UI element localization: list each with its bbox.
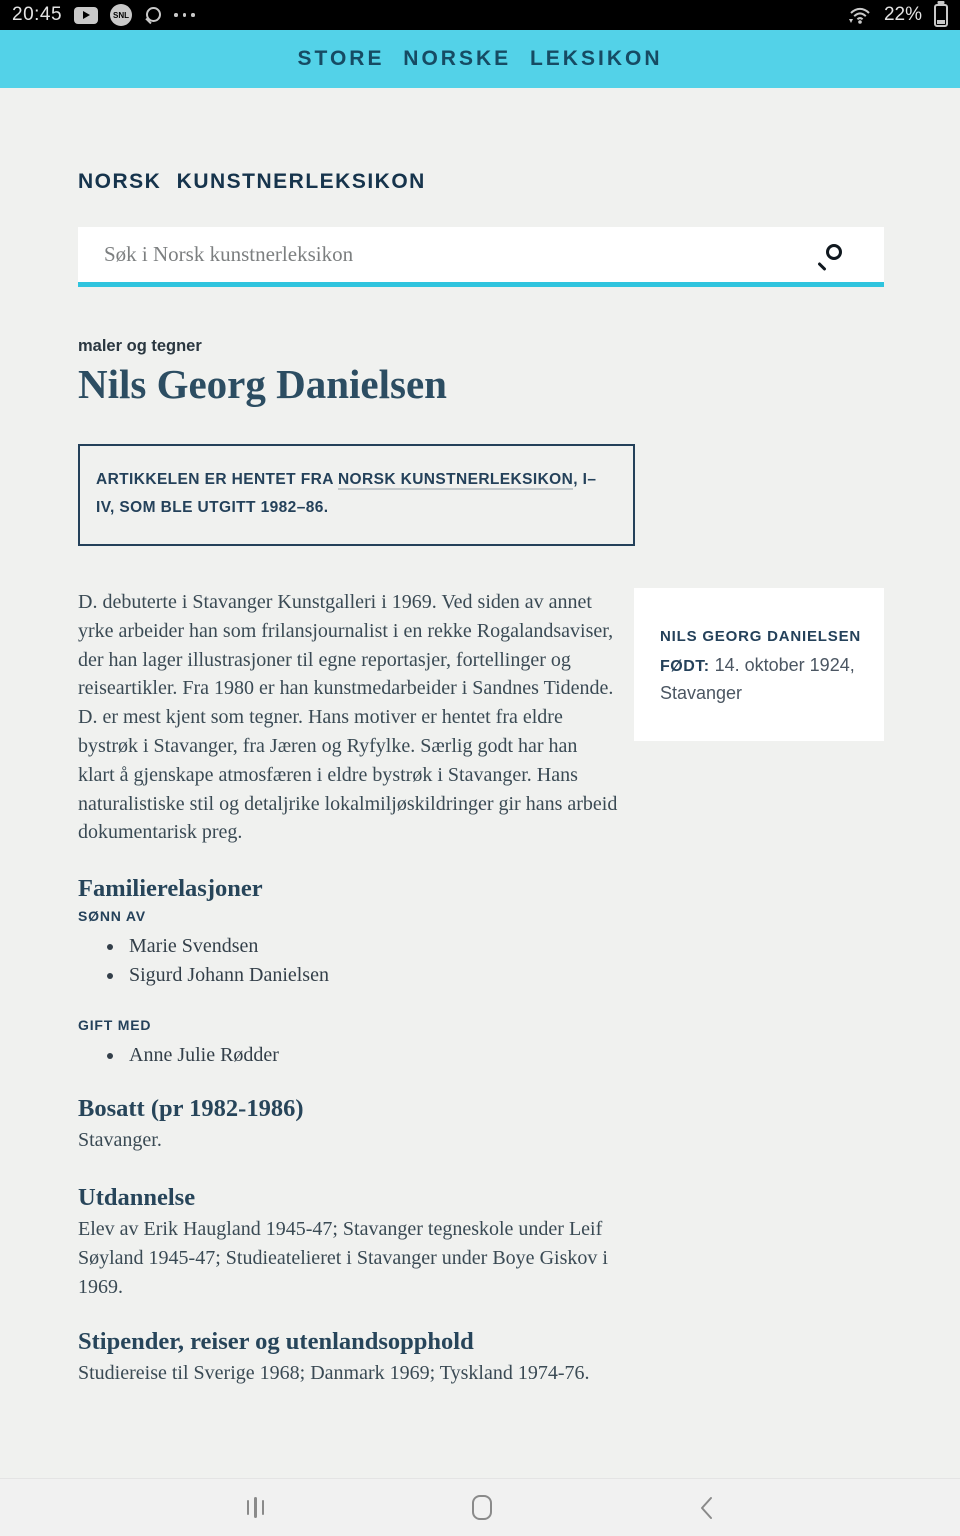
person-name: Anne Julie Rødder [129, 1044, 279, 1067]
person-name: Marie Svendsen [129, 935, 259, 958]
source-note-suffix: , I–IV, SOM BLE UTGITT 1982–86. [96, 471, 597, 516]
search-icon[interactable] [816, 243, 844, 271]
article-page [0, 88, 960, 1388]
battery-icon [934, 4, 948, 27]
source-note [78, 444, 635, 546]
recents-button[interactable] [241, 1491, 271, 1524]
section-education [78, 1184, 884, 1301]
search-notification-icon [144, 6, 162, 24]
home-button[interactable] [466, 1489, 498, 1526]
fact-box-born-value: 14. oktober 1924, Stavanger [660, 655, 855, 703]
source-link[interactable]: NORSK KUNSTNERLEKSIKON [337, 471, 574, 488]
recents-icon [247, 1497, 265, 1518]
wifi-icon [848, 6, 872, 25]
search-input[interactable] [78, 227, 884, 282]
lexicon-heading: NORSK KUNSTNERLEKSIKON [78, 170, 426, 193]
status-bar-right [848, 4, 948, 27]
list-item [125, 961, 884, 990]
page-title: Nils Georg Danielsen [78, 361, 447, 407]
source-note-prefix: ARTIKKELEN ER HENTET FRA [96, 471, 338, 488]
grants-text: Studiereise til Sverige 1968; Danmark 1969; Tyskland 1974-76. [78, 1362, 590, 1385]
residence-text: Stavanger. [78, 1129, 162, 1152]
grants-heading: Stipender, reiser og utenlandsopphold [78, 1328, 474, 1356]
back-button[interactable] [694, 1490, 719, 1526]
fact-box-name: NILS GEORG DANIELSEN [660, 628, 862, 645]
family-heading: Familierelasjoner [78, 875, 263, 903]
status-bar [0, 0, 960, 30]
more-notifications-icon [174, 13, 195, 17]
section-grants [78, 1328, 884, 1388]
son-of-list [78, 932, 884, 990]
married-label: GIFT MED [78, 1017, 152, 1034]
article-kicker: maler og tegner [78, 337, 202, 355]
app-title-link[interactable]: STORE NORSKE LEKSIKON [297, 47, 663, 70]
section-residence [78, 1095, 884, 1155]
youtube-icon [74, 7, 98, 24]
list-item [125, 1041, 884, 1070]
married-list [78, 1041, 884, 1070]
fact-box [634, 588, 884, 741]
search-box [78, 227, 884, 287]
education-heading: Utdannelse [78, 1183, 196, 1211]
snl-app-icon: SNL [110, 4, 132, 26]
app-header [0, 30, 960, 88]
person-name: Sigurd Johann Danielsen [129, 964, 329, 987]
fact-box-born-label: FØDT: [660, 658, 710, 675]
fact-box-born [660, 652, 862, 707]
son-of-label: SØNN AV [78, 908, 146, 925]
status-bar-left [12, 4, 195, 26]
education-text: Elev av Erik Haugland 1945-47; Stavanger tegneskole under Leif Søyland 1945-47; Studieatelieret i Stavanger under Boye Giskov i 1969. [78, 1217, 608, 1298]
android-nav-bar [0, 1478, 960, 1536]
list-item [125, 932, 884, 961]
married-block [78, 1017, 884, 1070]
battery-percent: 22% [883, 4, 922, 25]
article-body-row [78, 588, 884, 847]
article-lead-paragraph: D. debuterte i Stavanger Kunstgalleri i 1969. Ved siden av annet yrke arbeider han som frilansjournalist i en rekke Rogalandsaviser, der han lager illustrasjoner til egne reportasjer, fortellinger og reiseartikler. Fra 1980 er han kunstmedarbeider i Sandnes Tidende. D. er mest kjent som tegner. Hans motiver er hentet fra eldre bystrøk i Stavanger, fra Jæren og Ryfylke. Særlig godt har han klart å gjenskape atmosfæren i eldre bystrøk i Stavanger. Hans naturalistiske stil og detaljrike lokalmiljøskildringer gir hans arbeid dokumentarisk preg. [78, 591, 618, 844]
home-icon [472, 1495, 492, 1520]
section-family [78, 875, 884, 1070]
back-icon [700, 1496, 713, 1520]
residence-heading: Bosatt (pr 1982-1986) [78, 1095, 304, 1123]
clock: 20:45 [12, 4, 63, 25]
